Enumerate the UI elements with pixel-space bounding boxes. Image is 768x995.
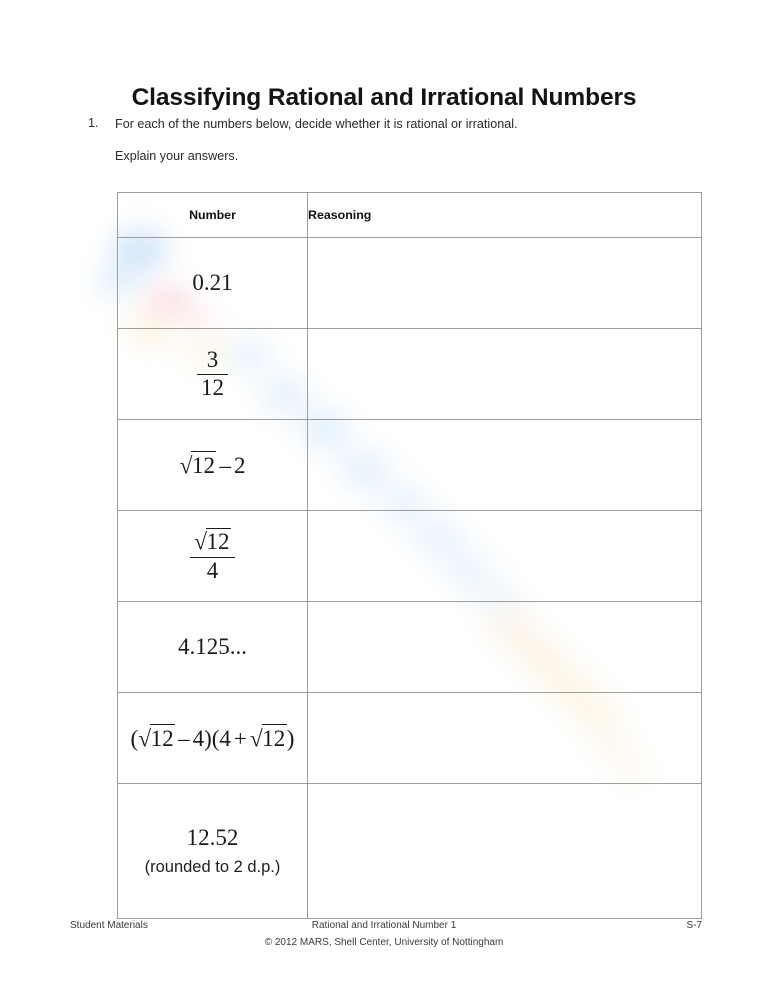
table-row xyxy=(118,693,702,784)
number-value: 4.125... xyxy=(178,634,247,659)
radical-sign: √ xyxy=(194,529,207,556)
number-cell-decimal-4125 xyxy=(118,602,308,693)
question-number: 1. xyxy=(88,116,99,130)
page-footer xyxy=(0,920,768,948)
number-cell-sqrt12-minus-2 xyxy=(118,420,308,511)
minus-operator: – xyxy=(178,725,190,751)
table-row xyxy=(118,784,702,919)
square-root-icon xyxy=(180,451,217,480)
right-paren-open: ( xyxy=(211,725,220,751)
number-cell-sqrt12-over-4 xyxy=(118,511,308,602)
operand: 2 xyxy=(233,452,246,478)
radicand: 12 xyxy=(150,725,174,751)
table-header-row xyxy=(118,193,702,238)
table-row xyxy=(118,602,702,693)
numbers-reasoning-table xyxy=(117,192,702,919)
footer-main-row xyxy=(0,920,768,934)
table-row xyxy=(118,238,702,329)
fraction-sqrt12-over-4 xyxy=(190,528,235,583)
column-header-number: Number xyxy=(118,193,308,238)
reasoning-cell-product-binomials[interactable] xyxy=(308,693,702,784)
number-cell-product-binomials xyxy=(118,693,308,784)
table-row xyxy=(118,420,702,511)
reasoning-cell-sqrt12-over-4[interactable] xyxy=(308,511,702,602)
question-block xyxy=(88,116,688,163)
plus-operator: + xyxy=(233,725,247,751)
fraction-3-over-12 xyxy=(197,348,228,401)
reasoning-cell-12-52-rounded[interactable] xyxy=(308,784,702,919)
column-header-reasoning: Reasoning xyxy=(308,193,702,238)
radical-sign: √ xyxy=(179,453,193,479)
number-cell-decimal-021 xyxy=(118,238,308,329)
fraction-numerator: 3 xyxy=(197,348,228,375)
footer-copyright: © 2012 MARS, Shell Center, University of Nottingham xyxy=(264,937,504,948)
right-operand: 4 xyxy=(219,725,231,751)
radicand: 12 xyxy=(191,452,215,478)
fraction-denominator: 12 xyxy=(201,374,224,400)
left-paren-open: ( xyxy=(130,725,139,751)
left-paren-close: ) xyxy=(204,725,212,751)
footer-page-number: S-7 xyxy=(686,920,702,931)
page-title: Classifying Rational and Irrational Numbers xyxy=(131,84,637,112)
square-root-icon xyxy=(250,724,287,753)
question-prompt: For each of the numbers below, decide whether it is rational or irrational. xyxy=(115,117,518,131)
minus-operator: – xyxy=(219,452,231,478)
reasoning-cell-fraction-3-12[interactable] xyxy=(308,329,702,420)
footer-center-label: Rational and Irrational Number 1 xyxy=(311,920,457,931)
rounding-note: (rounded to 2 d.p.) xyxy=(144,858,281,876)
footer-left-label: Student Materials xyxy=(70,920,148,931)
number-value: 12.52 xyxy=(186,825,239,850)
question-subprompt: Explain your answers. xyxy=(115,149,239,163)
table-row xyxy=(118,329,702,420)
square-root-icon xyxy=(194,528,231,555)
fraction-numerator xyxy=(190,528,235,557)
reasoning-cell-decimal-4125[interactable] xyxy=(308,602,702,693)
reasoning-cell-sqrt12-minus-2[interactable] xyxy=(308,420,702,511)
question-prompt-line xyxy=(88,116,688,133)
fraction-denominator: 4 xyxy=(206,557,219,583)
radical-sign: √ xyxy=(249,726,263,752)
right-paren-close: ) xyxy=(286,725,295,751)
square-root-icon xyxy=(138,724,175,753)
number-value: 0.21 xyxy=(192,270,233,295)
reasoning-cell-decimal-021[interactable] xyxy=(308,238,702,329)
table-row xyxy=(118,511,702,602)
number-cell-12-52-rounded xyxy=(118,784,308,919)
radicand: 12 xyxy=(262,725,286,751)
radicand: 12 xyxy=(206,529,230,555)
left-operand: 4 xyxy=(192,725,205,751)
radical-sign: √ xyxy=(138,726,152,752)
number-cell-fraction-3-12 xyxy=(118,329,308,420)
